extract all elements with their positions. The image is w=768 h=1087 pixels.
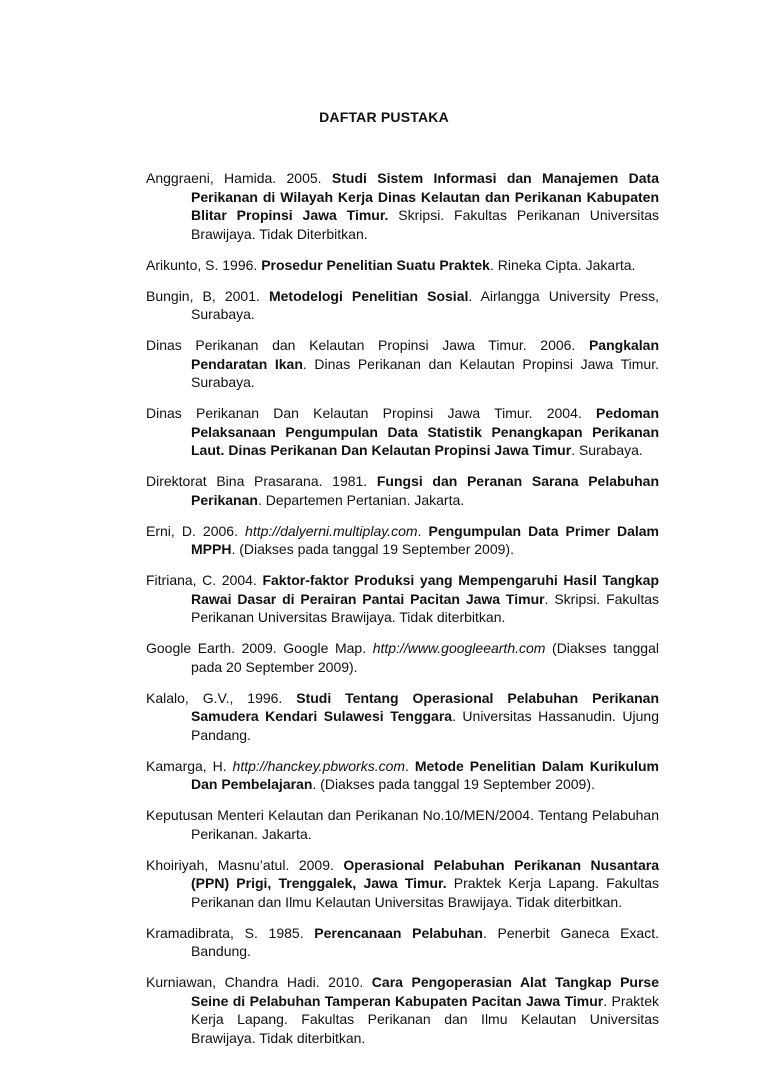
reference-text: . Departemen Pertanian. Jakarta. xyxy=(257,491,465,508)
reference-text: . (Diakses pada tanggal 19 September 2009). xyxy=(231,541,514,557)
reference-entry xyxy=(146,689,659,745)
reference-entry xyxy=(146,639,659,676)
page-title: DAFTAR PUSTAKA xyxy=(319,109,449,125)
reference-text: Anggraeni, Hamida. 2005. xyxy=(146,170,332,186)
reference-entry xyxy=(146,856,659,912)
reference-title: Perencanaan Pelabuhan xyxy=(314,924,483,941)
reference-title: Prosedur Penelitian Suatu Praktek xyxy=(261,256,490,273)
reference-title: Metodelogi Penelitian Sosial xyxy=(268,287,469,304)
reference-text: . Dinas Perikanan dan Kelautan Propinsi Jawa Timur. Surabaya. xyxy=(191,355,659,390)
reference-text: . xyxy=(405,757,415,774)
reference-text: . Praktek Kerja Lapang. Fakultas Perikanan dan Ilmu Kelautan Universitas Brawijaya. Tidak diterbitkan. xyxy=(191,992,659,1046)
reference-text: Bungin, B, 2001. xyxy=(146,287,269,304)
reference-title: Operasional Pelabuhan Perikanan Nusantara (PPN) Prigi, Trenggalek, Jawa Timur. xyxy=(191,856,659,891)
reference-text: Kalalo, G.V., 1996. xyxy=(146,689,297,706)
reference-entry xyxy=(146,404,659,460)
reference-entry xyxy=(146,924,659,961)
reference-url: http://dalyerni.multiplay.com xyxy=(245,522,418,539)
reference-text: . Rineka Cipta. Jakarta. xyxy=(489,256,636,273)
reference-title: Studi Sistem Informasi dan Manajemen Data Perikanan di Wilayah Kerja Dinas Kelautan dan Perikanan Kabupaten Blitar Propinsi Jawa Timur. xyxy=(191,170,659,223)
reference-text: Dinas Perikanan Dan Kelautan Propinsi Jawa Timur. 2004. xyxy=(146,405,596,421)
reference-text: . Airlangga University Press, Surabaya. xyxy=(191,287,659,322)
reference-text: . Penerbit Ganeca Exact. Bandung. xyxy=(191,924,659,959)
reference-entry xyxy=(146,571,659,627)
reference-text: Erni, D. 2006. xyxy=(146,522,246,539)
reference-title: Fungsi dan Peranan Sarana Pelabuhan Perikanan xyxy=(191,473,659,508)
reference-text: Khoiriyah, Masnu’atul. 2009. xyxy=(146,856,344,873)
reference-entry xyxy=(146,256,659,275)
reference-entry xyxy=(146,169,659,243)
reference-text: Kamarga, H. xyxy=(146,757,233,774)
reference-text: Direktorat Bina Prasarana. 1981. xyxy=(146,473,377,489)
reference-text: Kurniawan, Chandra Hadi. 2010. xyxy=(146,974,372,990)
reference-text: . Universitas Hassanudin. Ujung Pandang. xyxy=(191,708,659,743)
reference-entry xyxy=(146,472,659,509)
reference-text: . (Diakses pada tanggal 19 September 2009). xyxy=(312,776,595,792)
reference-text: Arikunto, S. 1996. xyxy=(146,256,262,273)
reference-text: Skripsi. Fakultas Perikanan Universitas Brawijaya. Tidak Diterbitkan. xyxy=(191,207,659,242)
reference-text: Praktek Kerja Lapang. Fakultas Perikanan dan Ilmu Kelautan Universitas Brawijaya. Tidak diterbitkan. xyxy=(191,875,659,910)
reference-title: Faktor-faktor Produksi yang Mempengaruhi Hasil Tangkap Rawai Dasar di Perairan Pantai Pacitan Jawa Timur xyxy=(191,572,659,607)
reference-text: Dinas Perikanan dan Kelautan Propinsi Jawa Timur. 2006. xyxy=(146,337,589,353)
reference-title: Cara Pengoperasian Alat Tangkap Purse Seine di Pelabuhan Tamperan Kabupaten Pacitan Jawa Timur xyxy=(191,974,659,1009)
reference-title: Pengumpulan Data Primer Dalam MPPH xyxy=(191,522,660,557)
reference-url: http://www.googleearth.com xyxy=(372,640,546,656)
reference-text: . Skripsi. Fakultas Perikanan Universitas Brawijaya. Tidak diterbitkan. xyxy=(191,590,659,625)
reference-entry xyxy=(146,522,659,559)
reference-text: Keputusan Menteri Kelautan dan Perikanan No.10/MEN/2004. Tentang Pelabuhan Perikanan. Jakarta. xyxy=(146,807,659,842)
reference-text: . xyxy=(417,522,429,539)
reference-text: Fitriana, C. 2004. xyxy=(146,572,263,588)
reference-entry xyxy=(146,973,659,1047)
reference-text: Kramadibrata, S. 1985. xyxy=(146,924,315,941)
reference-text: . Surabaya. xyxy=(571,442,643,458)
reference-entry xyxy=(146,336,659,392)
reference-entry xyxy=(146,757,659,794)
reference-title: Metode Penelitian Dalam Kurikulum Dan Pembelajaran xyxy=(191,757,659,792)
reference-text: (Diakses tanggal pada 20 September 2009). xyxy=(191,640,659,675)
reference-list xyxy=(146,169,659,1060)
reference-url: http://hanckey.pbworks.com xyxy=(232,757,406,774)
reference-entry xyxy=(146,806,659,843)
reference-entry xyxy=(146,287,659,324)
reference-title: Pangkalan Pendaratan Ikan xyxy=(191,337,659,372)
reference-text: Google Earth. 2009. Google Map. xyxy=(146,640,373,656)
reference-title: Pedoman Pelaksanaan Pengumpulan Data Statistik Penangkapan Perikanan Laut. Dinas Perikanan Dan Kelautan Propinsi Jawa Timur xyxy=(191,405,659,458)
reference-title: Studi Tentang Operasional Pelabuhan Perikanan Samudera Kendari Sulawesi Tenggara xyxy=(191,689,659,724)
